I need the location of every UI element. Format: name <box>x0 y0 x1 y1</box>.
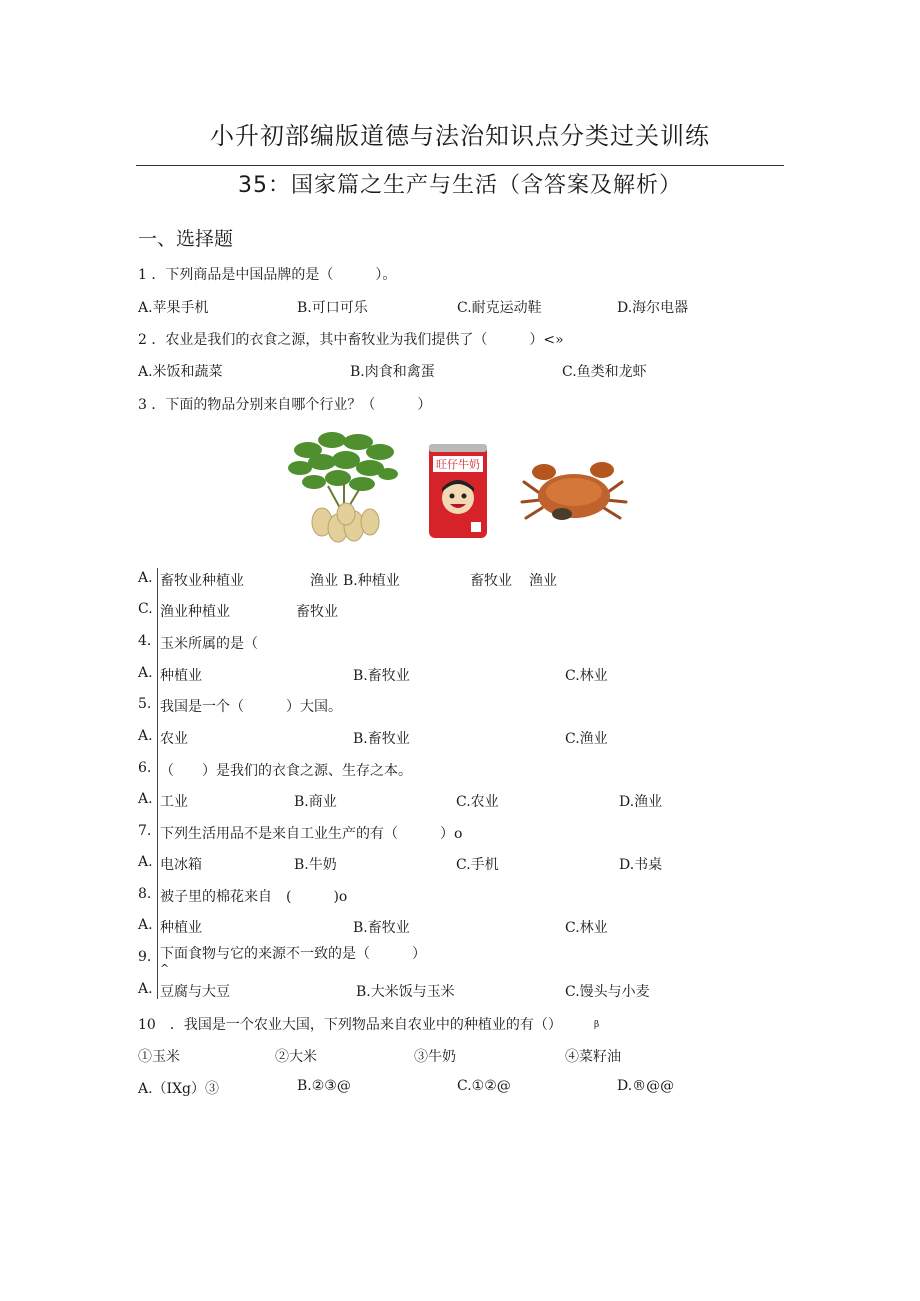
question-6-option-a: 工业 <box>160 794 188 810</box>
question-8-stem: 被子里的棉花来自 ( )o <box>160 889 348 905</box>
question-1-option-a: A.苹果手机 <box>138 300 209 316</box>
question-9-option-a: 豆腐与大豆 <box>160 984 230 1000</box>
question-4-option-b: B.畜牧业 <box>353 668 410 684</box>
question-7-number: 7. <box>138 823 152 839</box>
question-6-number: 6. <box>138 760 152 776</box>
question-4-number: 4. <box>138 633 152 649</box>
milk-can-image <box>427 442 489 540</box>
document-subtitle: 35：国家篇之生产与生活（含答案及解析） <box>238 173 682 198</box>
question-1-option-b: B.可口可乐 <box>297 300 368 316</box>
question-7-option-a-label: A. <box>138 854 153 870</box>
question-3-option-a-label: A. <box>138 570 153 586</box>
question-8-option-b: B.畜牧业 <box>353 920 410 936</box>
title-divider <box>136 165 784 166</box>
question-4-option-c: C.林业 <box>565 668 608 684</box>
question-2-option-c: C.鱼类和龙虾 <box>562 364 647 380</box>
question-3-stem: 3 ．下面的物品分别来自哪个行业？（ ） <box>138 397 432 413</box>
question-4-stem: 玉米所属的是（ <box>160 636 258 652</box>
question-3-option-b-text-3: 渔业 <box>529 573 557 589</box>
question-10-option-c: C.①②@ <box>457 1078 511 1094</box>
question-1-option-d: D.海尔电器 <box>617 300 689 316</box>
question-5-stem: 我国是一个（ ）大国。 <box>160 699 342 715</box>
question-3-option-c-text-2: 畜牧业 <box>296 604 338 620</box>
question-5-option-a: 农业 <box>160 731 188 747</box>
question-10-item-4: ④菜籽油 <box>565 1049 621 1065</box>
section-heading: 一、选择题 <box>138 228 234 250</box>
question-6-option-b: B.商业 <box>294 794 337 810</box>
question-5-option-b: B.畜牧业 <box>353 731 410 747</box>
question-3-option-c-label: C. <box>138 601 153 617</box>
question-7-option-d: D.书桌 <box>619 857 663 873</box>
question-6-stem: （ ）是我们的衣食之源、生存之本。 <box>160 763 412 779</box>
question-10-option-d: D.®@@ <box>617 1078 675 1094</box>
question-6-option-c: C.农业 <box>456 794 499 810</box>
question-8-option-c: C.林业 <box>565 920 608 936</box>
question-1-option-c: C.耐克运动鞋 <box>457 300 542 316</box>
question-6-option-a-label: A. <box>138 791 153 807</box>
question-10-item-3: ③牛奶 <box>414 1049 456 1065</box>
question-5-number: 5. <box>138 696 152 712</box>
question-9-mark: ^ <box>160 962 170 975</box>
question-8-number: 8. <box>138 886 152 902</box>
question-4-option-a-label: A. <box>138 665 153 681</box>
question-2-option-a: A.米饭和蔬菜 <box>138 364 223 380</box>
question-5-option-a-label: A. <box>138 728 153 744</box>
question-9-option-a-label: A. <box>138 981 153 997</box>
question-9-stem: 下面食物与它的来源不一致的是（ ） <box>160 946 426 962</box>
question-10-item-2: ②大米 <box>275 1049 317 1065</box>
question-5-option-c: C.渔业 <box>565 731 608 747</box>
question-9-option-c: C.馒头与小麦 <box>565 984 650 1000</box>
question-3-option-a-text-2: 渔业 <box>310 573 338 589</box>
question-7-option-b: B.牛奶 <box>294 857 337 873</box>
question-4-option-a: 种植业 <box>160 668 202 684</box>
question-10-option-b: B.②③@ <box>297 1078 351 1094</box>
milk-can-label: 旺仔牛奶 <box>436 458 480 471</box>
question-10-mark: β <box>594 1020 600 1030</box>
question-9-number: 9. <box>138 949 152 965</box>
question-9-option-b: B.大米饭与玉米 <box>356 984 455 1000</box>
margin-line <box>157 568 158 999</box>
question-3-option-b-text-2: 畜牧业 <box>470 573 512 589</box>
question-8-option-a: 种植业 <box>160 920 202 936</box>
question-2-stem: 2 ．农业是我们的衣食之源，其中畜牧业为我们提供了（ ）<» <box>138 332 564 348</box>
question-10-option-a: A.（IXg）③ <box>138 1081 220 1097</box>
peanut-plant-image <box>288 428 400 548</box>
question-6-option-d: D.渔业 <box>619 794 663 810</box>
question-3-option-a-text: 畜牧业种植业 <box>160 573 244 589</box>
question-10-stem: 10 ．我国是一个农业大国，下列物品来自农业中的种植业的有（） <box>138 1017 562 1033</box>
question-10-item-1: ①玉米 <box>138 1049 180 1065</box>
question-1-stem: 1 ．下列商品是中国品牌的是（ ）。 <box>138 267 397 283</box>
question-3-option-c-text: 渔业种植业 <box>160 604 230 620</box>
question-2-option-b: B.肉食和禽蛋 <box>350 364 435 380</box>
question-3-option-b: B.种植业 <box>343 573 400 589</box>
document-title: 小升初部编版道德与法治知识点分类过关训练 <box>210 122 710 150</box>
question-7-stem: 下列生活用品不是来自工业生产的有（ ）o <box>160 826 463 842</box>
question-7-option-a: 电冰箱 <box>160 857 202 873</box>
question-8-option-a-label: A. <box>138 917 153 933</box>
question-7-option-c: C.手机 <box>456 857 499 873</box>
crab-image <box>518 452 630 530</box>
